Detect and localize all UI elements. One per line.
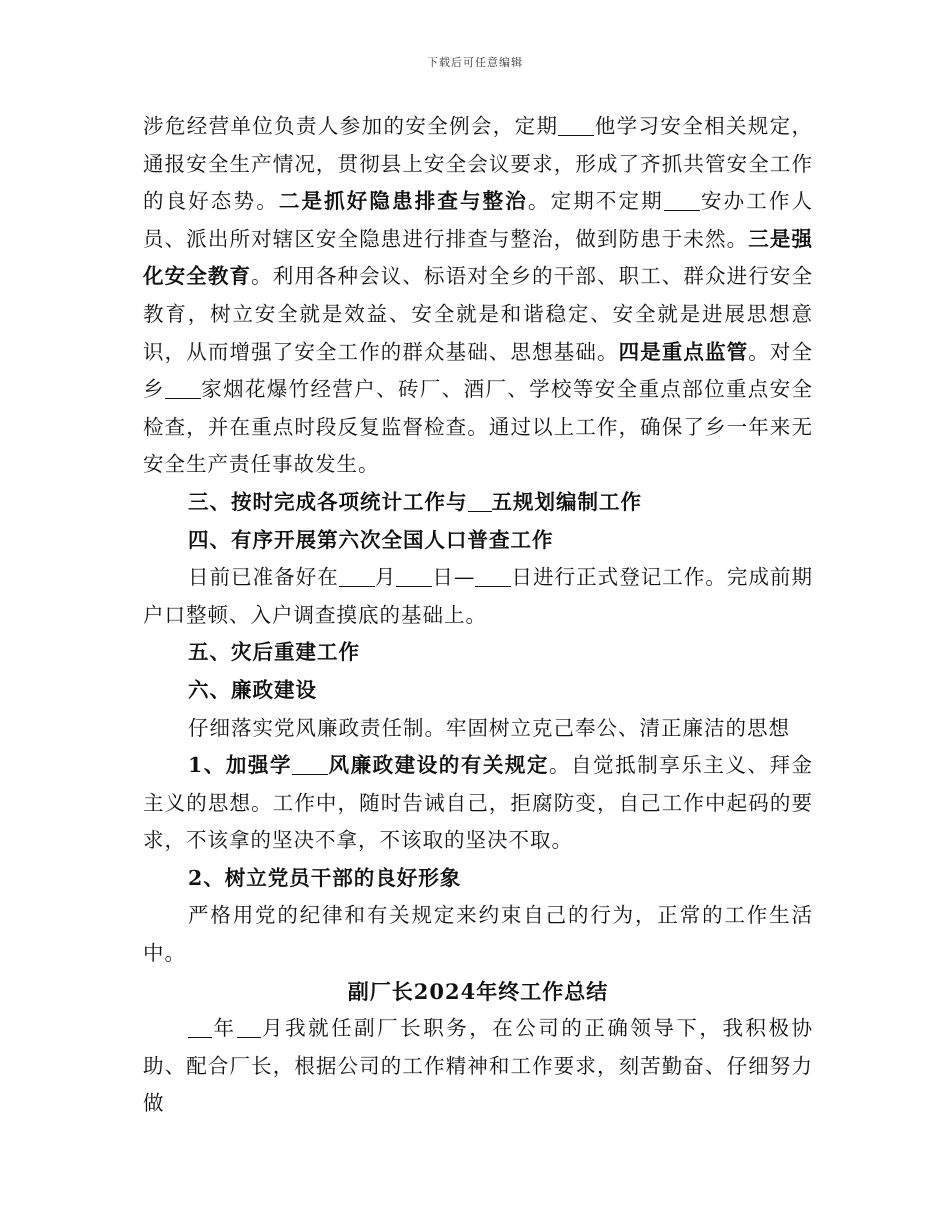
paragraph-discipline: 严格用党的纪律和有关规定来约束自己的行为，正常的工作生活中。	[143, 903, 813, 966]
document-body	[143, 108, 813, 1123]
section-heading-3	[143, 484, 813, 522]
paragraph-safety	[143, 108, 813, 484]
text-run: 。自觉抵制享乐主义、拜金主义的思想。工作中，随时告诫自己，拒腐防变，自己工作中起码的要求，不该拿的坚决不拿，不该取的坚决不取。	[143, 753, 814, 853]
text-run: 年	[212, 1016, 237, 1041]
paragraph-integrity: 仔细落实党风廉政责任制。牢固树立克己奉公、清正廉洁的思想	[188, 715, 790, 740]
text-run: 家烟花爆竹经营户、砖厂、酒厂、学校等安全重点部位重点安全检查，并在重点时段反复监督检查。通过以上工作，确保了乡一年来无安全生产责任事故发生。	[143, 377, 814, 477]
fill-blank	[475, 566, 511, 588]
text-run: 日—	[432, 565, 476, 590]
fill-blank	[558, 115, 594, 137]
section-heading-6: 六、廉政建设	[188, 677, 317, 702]
fill-blank	[664, 190, 700, 212]
bold-phrase: 四是重点监管	[618, 339, 749, 364]
paragraph-item-1	[143, 747, 813, 860]
fill-blank	[339, 566, 375, 588]
document-title: 副厂长2024年终工作总结	[347, 978, 609, 1004]
text-run: 。对全乡	[143, 339, 814, 402]
text-run: 他学习安全相关规定，通报安全生产情况，贯彻县上安全会议要求，形成了齐抓共管安全工作的良好态势。	[143, 114, 814, 214]
text-run: 涉危经营单位负责人参加的安全例会，定期	[143, 114, 559, 138]
text-run: 。利用各种会议、标语对全乡的干部、职工、群众进行安全教育，树立安全就是效益、安全就是和谐稳定、安全就是进展思想意识，从而增强了安全工作的群众基础、思想基础。	[143, 264, 814, 364]
text-run: 安办工作人员、派出所对辖区安全隐患进行排查与整治，做到防患于未然。	[143, 189, 814, 251]
text-run: 。定期不定期	[527, 189, 664, 214]
paragraph-intro	[143, 1010, 813, 1123]
section-heading-4: 四、有序开展第六次全国人口普查工作	[188, 527, 554, 552]
paragraph-census	[143, 559, 813, 634]
fill-blank	[165, 378, 201, 400]
bold-phrase: 三是强化安全教育	[143, 226, 813, 289]
fill-blank	[468, 490, 492, 512]
heading-text: 三、按时完成各项统计工作与	[188, 489, 468, 514]
fill-blank	[292, 754, 328, 776]
bold-phrase: 二是抓好隐患排查与整治	[278, 189, 528, 214]
text-run: 日前已准备好在	[188, 565, 339, 590]
text-run: 日进行正式登记工作。完成前期户口整顿、入户调查摸底的基础上。	[143, 565, 814, 627]
text-run: 月	[374, 565, 397, 590]
text-run: 月我就任副厂长职务，在公司的正确领导下，我积极协助、配合厂长，根据公司的工作精神和工作要求，刻苦勤奋、仔细努力做	[143, 1016, 814, 1116]
section-heading-5: 五、灾后重建工作	[188, 640, 360, 665]
bold-phrase: 1、加强学	[188, 753, 292, 778]
page-header: 下载后可任意编辑	[427, 56, 523, 69]
bold-phrase: 风廉政建设的有关规定	[328, 753, 550, 778]
fill-blank	[188, 1017, 212, 1039]
fill-blank	[396, 566, 432, 588]
subheading-item-2: 2、树立党员干部的良好形象	[188, 865, 462, 890]
heading-text: 五规划编制工作	[491, 489, 642, 514]
fill-blank	[237, 1017, 261, 1039]
